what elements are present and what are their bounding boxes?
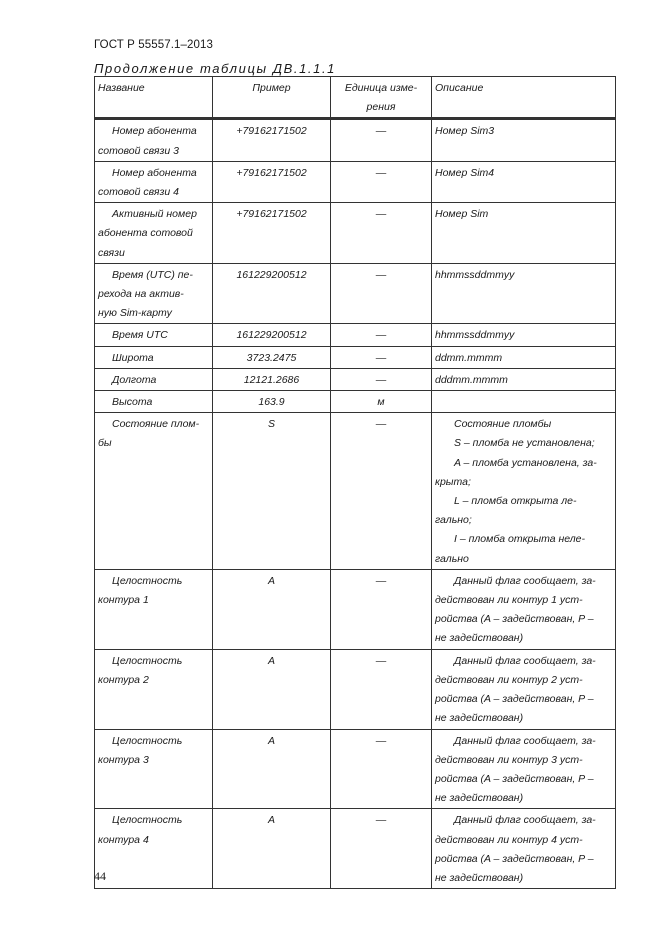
- cell-name-line: контура 3: [98, 753, 149, 766]
- table-row: [95, 119, 616, 161]
- cell-name-line: Время UTC: [112, 329, 168, 342]
- table-row: [95, 263, 616, 324]
- cell-name-line: контура 1: [98, 594, 149, 607]
- cell-example: A: [213, 569, 331, 649]
- header-name: Название: [95, 77, 213, 119]
- cell-name-line: абонента сотовой: [98, 227, 193, 240]
- cell-name: [95, 413, 213, 570]
- cell-name: [95, 324, 213, 346]
- cell-name: [95, 346, 213, 368]
- cell-example: +79162171502: [213, 161, 331, 202]
- cell-name-line: Целостность: [112, 574, 183, 587]
- table-row: [95, 346, 616, 368]
- table-row: [95, 161, 616, 202]
- cell-description-line: не задействован): [435, 632, 524, 645]
- cell-name: [95, 809, 213, 889]
- cell-unit: —: [331, 368, 432, 390]
- cell-description-line: крыта;: [435, 475, 471, 488]
- cell-example: 161229200512: [213, 324, 331, 346]
- cell-example: 163.9: [213, 391, 331, 413]
- cell-name: [95, 649, 213, 729]
- cell-name-line: сотовой связи 4: [98, 186, 179, 199]
- cell-description: [432, 809, 616, 889]
- cell-description-line: A – пломба установлена, за-: [454, 456, 597, 469]
- header-unit: [331, 77, 432, 119]
- header-example: Пример: [213, 77, 331, 119]
- cell-description-line: S – пломба не установлена;: [454, 437, 595, 450]
- cell-name-line: Высота: [112, 396, 153, 409]
- cell-name: [95, 368, 213, 390]
- cell-name-line: Целостность: [112, 814, 183, 827]
- cell-description-line: не задействован): [435, 712, 524, 725]
- cell-name: [95, 119, 213, 161]
- table-row: [95, 203, 616, 264]
- page-number: 44: [94, 869, 106, 883]
- cell-description-line: гально;: [435, 514, 472, 527]
- cell-description: [432, 391, 616, 413]
- cell-description: Номер Sim: [432, 203, 616, 264]
- cell-description: [432, 413, 616, 570]
- cell-name-line: Номер абонента: [112, 166, 197, 179]
- cell-description: hhmmssddmmyy: [432, 324, 616, 346]
- table-row: [95, 368, 616, 390]
- cell-description-line: действован ли контур 1 уст-: [435, 594, 583, 607]
- cell-description-line: не задействован): [435, 792, 524, 805]
- table-row: [95, 324, 616, 346]
- cell-description: Номер Sim3: [432, 119, 616, 161]
- cell-name-line: Состояние плом-: [112, 418, 200, 431]
- cell-example: 3723.2475: [213, 346, 331, 368]
- cell-unit: —: [331, 649, 432, 729]
- cell-name: [95, 569, 213, 649]
- cell-description-line: не задействован): [435, 871, 524, 884]
- cell-description-line: действован ли контур 4 уст-: [435, 833, 583, 846]
- document-id: ГОСТ Р 55557.1–2013: [94, 39, 213, 51]
- table-row: [95, 569, 616, 649]
- cell-name-line: Активный номер: [112, 208, 197, 221]
- cell-name-line: контура 2: [98, 673, 149, 686]
- cell-description: ddmm.mmmm: [432, 346, 616, 368]
- cell-name-line: Время (UTC) пе-: [112, 268, 193, 281]
- cell-unit: —: [331, 809, 432, 889]
- cell-unit: —: [331, 346, 432, 368]
- cell-unit: —: [331, 324, 432, 346]
- cell-description: hhmmssddmmyy: [432, 263, 616, 324]
- cell-description-line: Состояние пломбы: [454, 418, 552, 431]
- cell-description-line: Данный флаг сообщает, за-: [454, 574, 596, 587]
- cell-example: +79162171502: [213, 203, 331, 264]
- cell-unit: м: [331, 391, 432, 413]
- cell-name: [95, 391, 213, 413]
- cell-name-line: Целостность: [112, 734, 183, 747]
- header-unit-line: рения: [366, 101, 396, 114]
- table-row: [95, 809, 616, 889]
- cell-name-line: бы: [98, 437, 112, 450]
- cell-example: 12121.2686: [213, 368, 331, 390]
- cell-example: 161229200512: [213, 263, 331, 324]
- cell-name: [95, 263, 213, 324]
- cell-name-line: ную Sim-карту: [98, 307, 172, 320]
- spec-table: [94, 76, 616, 889]
- cell-description-line: действован ли контур 3 уст-: [435, 753, 583, 766]
- cell-unit: —: [331, 119, 432, 161]
- cell-name: [95, 161, 213, 202]
- cell-name-line: Широта: [112, 351, 154, 364]
- table-row: [95, 729, 616, 809]
- cell-unit: —: [331, 203, 432, 264]
- cell-name-line: Долгота: [112, 373, 157, 386]
- cell-example: +79162171502: [213, 119, 331, 161]
- cell-example: A: [213, 649, 331, 729]
- cell-description-line: гально: [435, 552, 469, 565]
- cell-name-line: сотовой связи 3: [98, 144, 179, 157]
- cell-name-line: Номер абонента: [112, 125, 197, 138]
- cell-example: A: [213, 809, 331, 889]
- cell-description-line: Данный флаг сообщает, за-: [454, 814, 596, 827]
- header-unit-line: Единица изме-: [344, 82, 418, 94]
- cell-description-line: ройства (A – задействован, P –: [435, 613, 594, 626]
- cell-description-line: I – пломба открыта неле-: [454, 533, 586, 546]
- cell-name-line: рехода на актив-: [98, 288, 184, 301]
- header-description: Описание: [432, 77, 616, 119]
- cell-description-line: ройства (A – задействован, P –: [435, 852, 594, 865]
- cell-name: [95, 729, 213, 809]
- cell-unit: —: [331, 569, 432, 649]
- cell-name-line: связи: [98, 246, 125, 259]
- table-header-row: [95, 77, 616, 119]
- table-row: [95, 649, 616, 729]
- cell-unit: —: [331, 263, 432, 324]
- cell-unit: —: [331, 729, 432, 809]
- cell-unit: —: [331, 161, 432, 202]
- cell-name-line: Целостность: [112, 654, 183, 667]
- cell-name-line: контура 4: [98, 833, 149, 846]
- cell-description-line: Данный флаг сообщает, за-: [454, 654, 596, 667]
- cell-example: A: [213, 729, 331, 809]
- table-caption: Продолжение таблицы ДВ.1.1.1: [94, 61, 337, 76]
- cell-description: dddmm.mmmm: [432, 368, 616, 390]
- cell-description-line: действован ли контур 2 уст-: [435, 673, 583, 686]
- cell-name: [95, 203, 213, 264]
- cell-description: Номер Sim4: [432, 161, 616, 202]
- table-row: [95, 391, 616, 413]
- cell-description-line: ройства (A – задействован, P –: [435, 772, 594, 785]
- cell-description-line: Данный флаг сообщает, за-: [454, 734, 596, 747]
- cell-description-line: ройства (A – задействован, P –: [435, 693, 594, 706]
- table-row: [95, 413, 616, 570]
- cell-description: [432, 649, 616, 729]
- cell-description: [432, 729, 616, 809]
- cell-unit: —: [331, 413, 432, 570]
- table-body: [95, 119, 616, 889]
- cell-example: S: [213, 413, 331, 570]
- cell-description: [432, 569, 616, 649]
- cell-description-line: L – пломба открыта ле-: [454, 495, 577, 508]
